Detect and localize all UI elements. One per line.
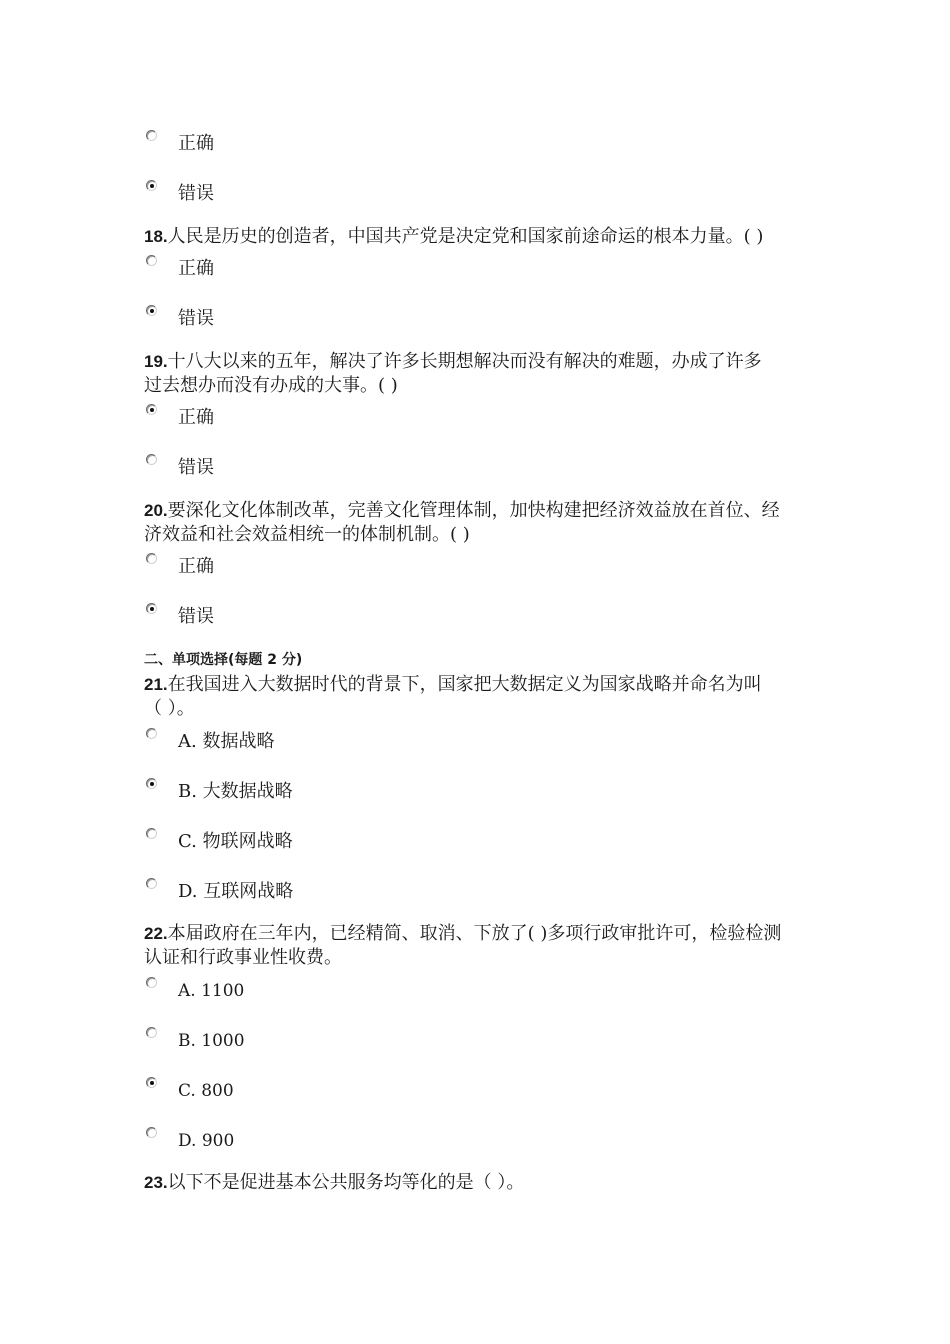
option-label: A. 数据战略 [178, 731, 275, 752]
radio-button[interactable] [146, 828, 157, 839]
question-line: 认证和行政事业性收费。 [144, 947, 342, 968]
option-label: 正确 [178, 133, 214, 154]
radio-button[interactable] [146, 180, 157, 191]
radio-button[interactable] [146, 1027, 157, 1038]
radio-button[interactable] [146, 553, 157, 564]
option-label: 正确 [178, 258, 214, 279]
q19-option-wrong[interactable] [144, 454, 844, 484]
question-22 [144, 922, 824, 970]
option-label: B. 大数据战略 [178, 781, 293, 802]
question-line: 十八大以来的五年，解决了许多长期想解决而没有解决的难题，办成了许多 [167, 351, 762, 372]
question-line: 本届政府在三年内，已经精简、取消、下放了( )多项行政审批许可，检验检测 [167, 923, 782, 944]
option-label: 错误 [178, 457, 214, 478]
question-line: （ ）。 [144, 698, 195, 719]
question-line: 在我国进入大数据时代的背景下，国家把大数据定义为国家战略并命名为叫 [167, 674, 762, 695]
q22-option-a[interactable] [144, 977, 844, 1007]
q21-option-c[interactable] [144, 828, 844, 858]
option-label: B. 1000 [178, 1031, 245, 1051]
q18-option-correct[interactable] [144, 255, 844, 285]
question-number: 22. [144, 924, 168, 943]
option-label: D. 900 [178, 1131, 235, 1151]
question-18 [144, 225, 824, 249]
radio-button[interactable] [146, 778, 157, 789]
q20-option-wrong[interactable] [144, 603, 844, 633]
q21-option-d[interactable] [144, 878, 844, 908]
option-label: 正确 [178, 556, 214, 577]
radio-button[interactable] [146, 255, 157, 266]
option-label: C. 物联网战略 [178, 831, 293, 852]
question-text [144, 1171, 824, 1195]
option-label: 正确 [178, 407, 214, 428]
question-number: 23. [144, 1173, 168, 1192]
q22-option-d[interactable] [144, 1127, 844, 1157]
question-number: 21. [144, 675, 168, 694]
q20-option-correct[interactable] [144, 553, 844, 583]
section-title: 二、单项选择(每题 2 分) [144, 652, 303, 668]
question-text [144, 499, 824, 523]
option-label: 错误 [178, 183, 214, 204]
option-label: D. 互联网战略 [178, 881, 294, 902]
radio-button[interactable] [146, 878, 157, 889]
option-label: A. 1100 [178, 981, 245, 1001]
question-line: 要深化文化体制改革，完善文化管理体制，加快构建把经济效益放在首位、经 [167, 500, 780, 521]
radio-button[interactable] [146, 404, 157, 415]
q22-option-b[interactable] [144, 1027, 844, 1057]
question-text [144, 673, 824, 697]
question-number: 18. [144, 227, 168, 246]
radio-button[interactable] [146, 1127, 157, 1138]
q19-option-correct[interactable] [144, 404, 844, 434]
question-20 [144, 499, 824, 547]
question-text [144, 350, 824, 374]
radio-button[interactable] [146, 977, 157, 988]
radio-button[interactable] [146, 1077, 157, 1088]
radio-button[interactable] [146, 603, 157, 614]
option-label: C. 800 [178, 1081, 234, 1101]
q21-option-a[interactable] [144, 728, 844, 758]
question-line: 人民是历史的创造者，中国共产党是决定党和国家前途命运的根本力量。( ) [167, 226, 764, 247]
q21-option-b[interactable] [144, 778, 844, 808]
question-text [144, 225, 824, 249]
q17-option-wrong[interactable] [144, 180, 844, 210]
question-21 [144, 673, 824, 721]
question-number: 19. [144, 352, 168, 371]
question-line: 过去想办而没有办成的大事。( ) [144, 375, 398, 396]
radio-button[interactable] [146, 728, 157, 739]
question-line: 以下不是促进基本公共服务均等化的是（ ）。 [167, 1172, 525, 1193]
radio-button[interactable] [146, 454, 157, 465]
question-23 [144, 1171, 824, 1195]
question-number: 20. [144, 501, 168, 520]
question-19 [144, 350, 824, 398]
question-text [144, 922, 824, 946]
option-label: 错误 [178, 308, 214, 329]
option-label: 错误 [178, 606, 214, 627]
q18-option-wrong[interactable] [144, 305, 844, 335]
question-line: 济效益和社会效益相统一的体制机制。( ) [144, 524, 470, 545]
radio-button[interactable] [146, 130, 157, 141]
q17-option-correct[interactable] [144, 130, 844, 160]
radio-button[interactable] [146, 305, 157, 316]
q22-option-c[interactable] [144, 1077, 844, 1107]
